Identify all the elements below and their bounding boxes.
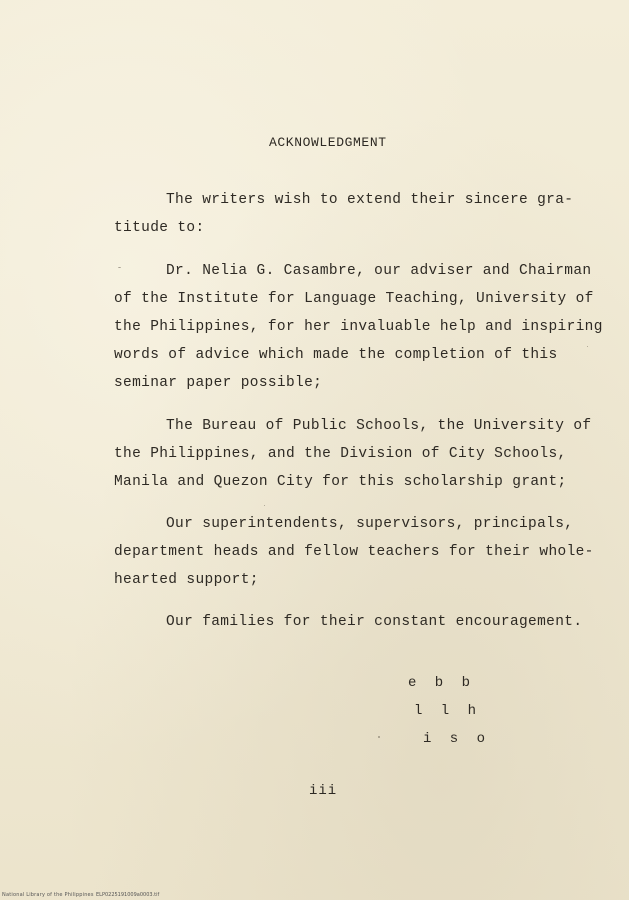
initials-line-3: i s o	[423, 731, 491, 747]
paragraph-2-line-1: Dr. Nelia G. Casambre, our adviser and Chairman	[166, 263, 592, 279]
paragraph-4-line-2: department heads and fellow teachers for their whole-	[114, 544, 594, 560]
footer-library-label: National Library of the Philippines	[2, 892, 94, 898]
paragraph-1-line-2: titude to:	[114, 220, 205, 236]
paper-speck	[118, 267, 121, 268]
paragraph-2-line-3: the Philippines, for her invaluable help and inspiring	[114, 319, 603, 335]
paragraph-2-line-4: words of advice which made the completion of this	[114, 347, 558, 363]
paper-speck	[378, 736, 380, 738]
paragraph-1-line-1: The writers wish to extend their sincere gra-	[166, 192, 574, 208]
paragraph-2-line-5: seminar paper possible;	[114, 375, 323, 391]
page-number: iii	[309, 783, 338, 799]
paragraph-4-line-1: Our superintendents, supervisors, principals,	[166, 516, 574, 532]
paper-speck	[587, 346, 588, 347]
paragraph-5-line-1: Our families for their constant encouragement.	[166, 614, 583, 630]
paper-speck	[264, 505, 265, 506]
footer-scan-id: ELP0225191009a0003.tif	[96, 892, 160, 898]
initials-line-2: l l h	[414, 703, 482, 719]
paragraph-4-line-3: hearted support;	[114, 572, 259, 588]
paragraph-2-line-2: of the Institute for Language Teaching, University of	[114, 291, 594, 307]
page-title: ACKNOWLEDGMENT	[269, 135, 387, 150]
paragraph-3-line-3: Manila and Quezon City for this scholarship grant;	[114, 474, 567, 490]
initials-line-1: e b b	[408, 675, 476, 691]
paragraph-3-line-1: The Bureau of Public Schools, the University of	[166, 418, 592, 434]
paragraph-3-line-2: the Philippines, and the Division of City Schools,	[114, 446, 567, 462]
